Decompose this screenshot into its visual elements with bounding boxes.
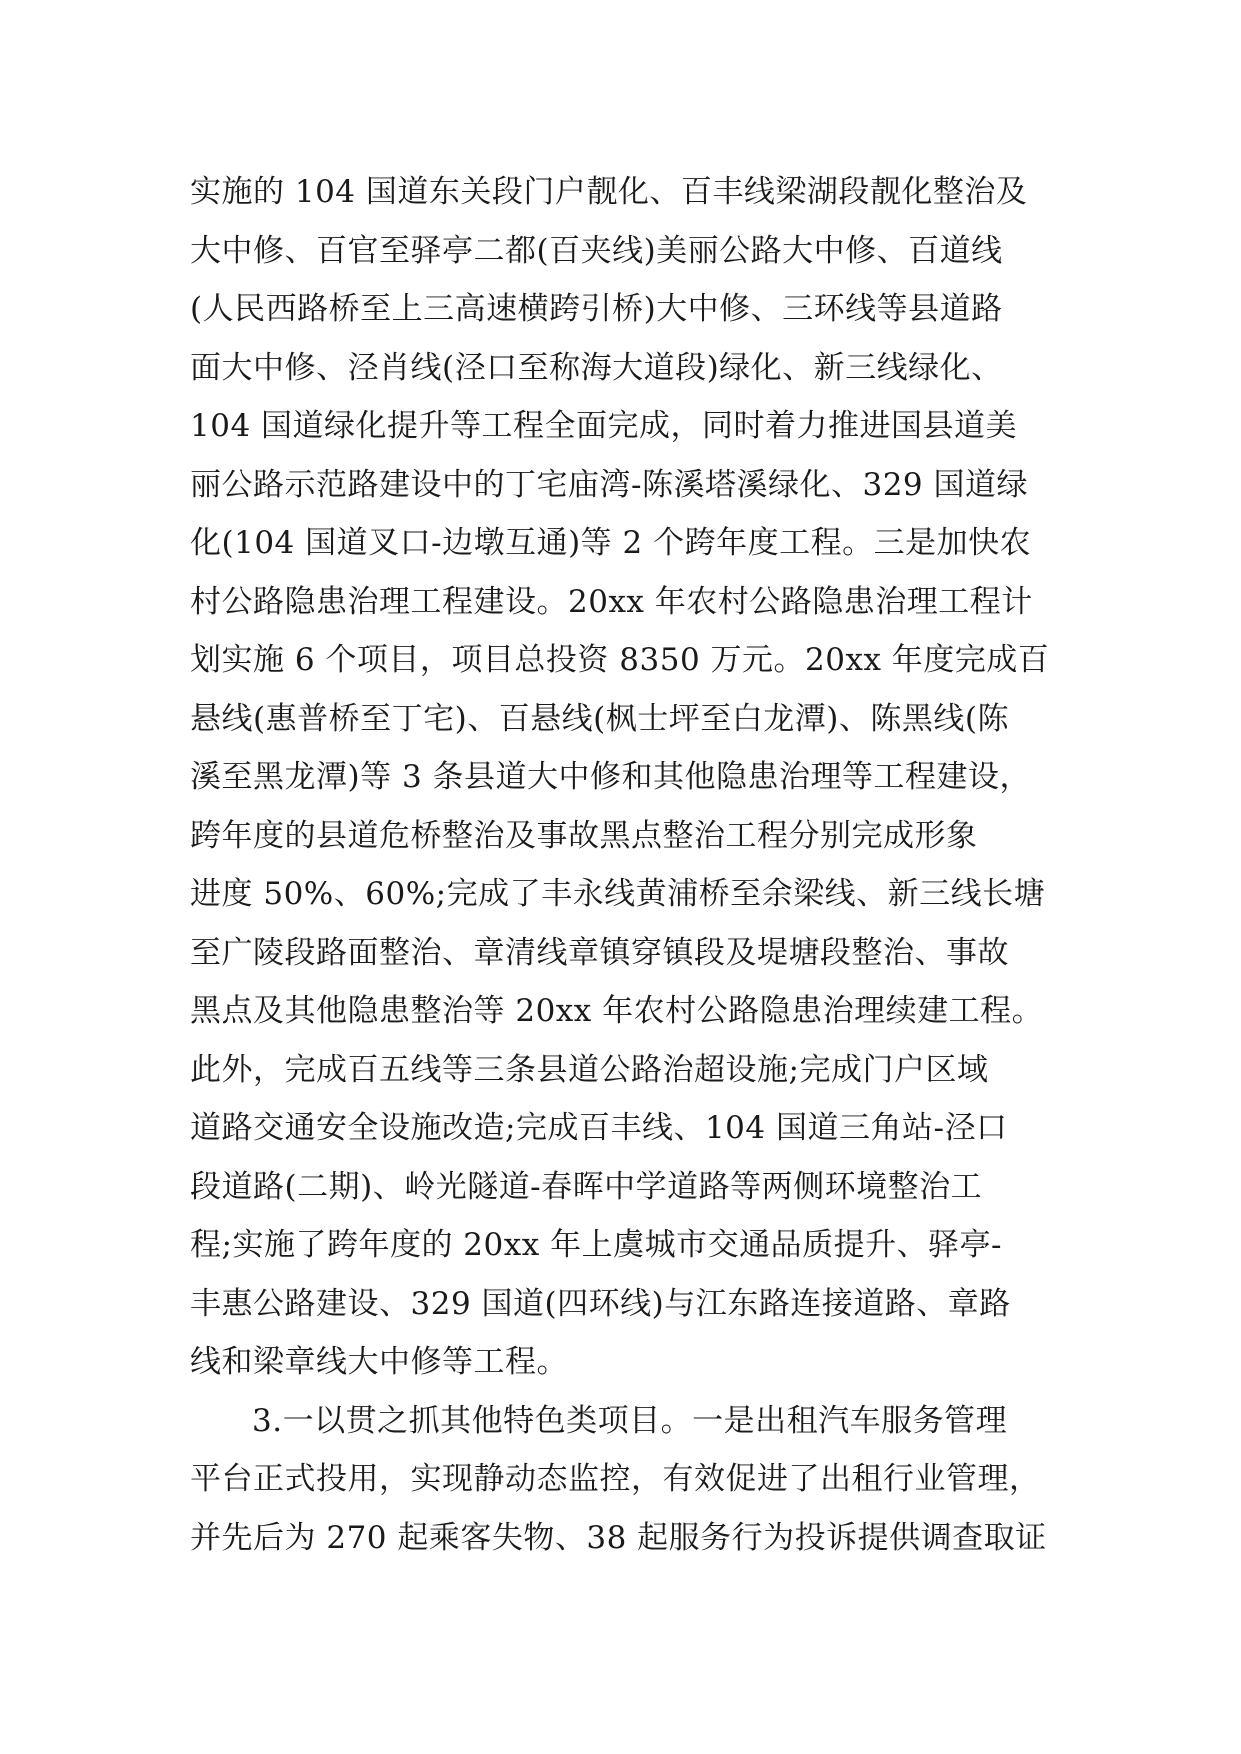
text-line: 道路交通安全设施改造;完成百丰线、104 国道三角站-泾口 — [190, 1110, 1008, 1146]
text-line: 段道路(二期)、岭光隧道-春晖中学道路等两侧环境整治工 — [190, 1168, 983, 1205]
text-line: 实施的 104 国道东关段门户靓化、百丰线梁湖段靓化整治及 — [190, 174, 1028, 210]
text-line: 104 国道绿化提升等工程全面完成，同时着力推进国县道美 — [190, 408, 1018, 444]
text-line: 大中修、百官至驿亭二都(百夹线)美丽公路大中修、百道线 — [190, 232, 1003, 269]
text-line: 进度 50%、60%;完成了丰永线黄浦桥至余梁线、新三线长塘 — [190, 876, 1046, 912]
text-line: (人民西路桥至上三高速横跨引桥)大中修、三环线等县道路 — [190, 291, 1003, 327]
section-heading-line: 3.一以贯之抓其他特色类项目。一是出租汽车服务管理 — [252, 1402, 1008, 1439]
text-line: 溪至黑龙潭)等 3 条县道大中修和其他隐患治理等工程建设， — [190, 759, 1032, 795]
text-line: 丰惠公路建设、329 国道(四环线)与江东路连接道路、章路 — [190, 1285, 1011, 1322]
text-line: 划实施 6 个项目，项目总投资 8350 万元。20xx 年度完成百 — [190, 642, 1050, 678]
text-line: 程;实施了跨年度的 20xx 年上虞城市交通品质提升、驿亭- — [190, 1227, 1003, 1263]
text-line: 此外，完成百五线等三条县道公路治超设施;完成门户区域 — [190, 1051, 989, 1088]
text-line: 丽公路示范路建设中的丁宅庙湾-陈溪塔溪绿化、329 国道绿 — [190, 466, 1028, 503]
text-line: 至广陵段路面整治、章清线章镇穿镇段及堤塘段整治、事故 — [190, 934, 1009, 971]
text-line: 悬线(惠普桥至丁宅)、百悬线(枫士坪至白龙潭)、陈黑线(陈 — [190, 700, 1009, 737]
text-line: 跨年度的县道危桥整治及事故黑点整治工程分别完成形象 — [190, 817, 978, 854]
text-line: 平台正式投用，实现静动态监控，有效促进了出租行业管理， — [190, 1461, 1041, 1497]
text-line: 面大中修、泾肖线(泾口至称海大道段)绿化、新三线绿化、 — [190, 349, 1003, 386]
text-line: 黑点及其他隐患整治等 20xx 年农村公路隐患治理续建工程。 — [190, 993, 1044, 1029]
text-line: 村公路隐患治理工程建设。20xx 年农村公路隐患治理工程计 — [190, 583, 1033, 620]
text-line: 化(104 国道叉口-边墩互通)等 2 个跨年度工程。三是加快农 — [190, 525, 1032, 561]
text-line: 线和梁章线大中修等工程。 — [190, 1344, 568, 1380]
text-line: 并先后为 270 起乘客失物、38 起服务行为投诉提供调查取证 — [190, 1519, 1047, 1556]
body-text — [190, 163, 1070, 1567]
